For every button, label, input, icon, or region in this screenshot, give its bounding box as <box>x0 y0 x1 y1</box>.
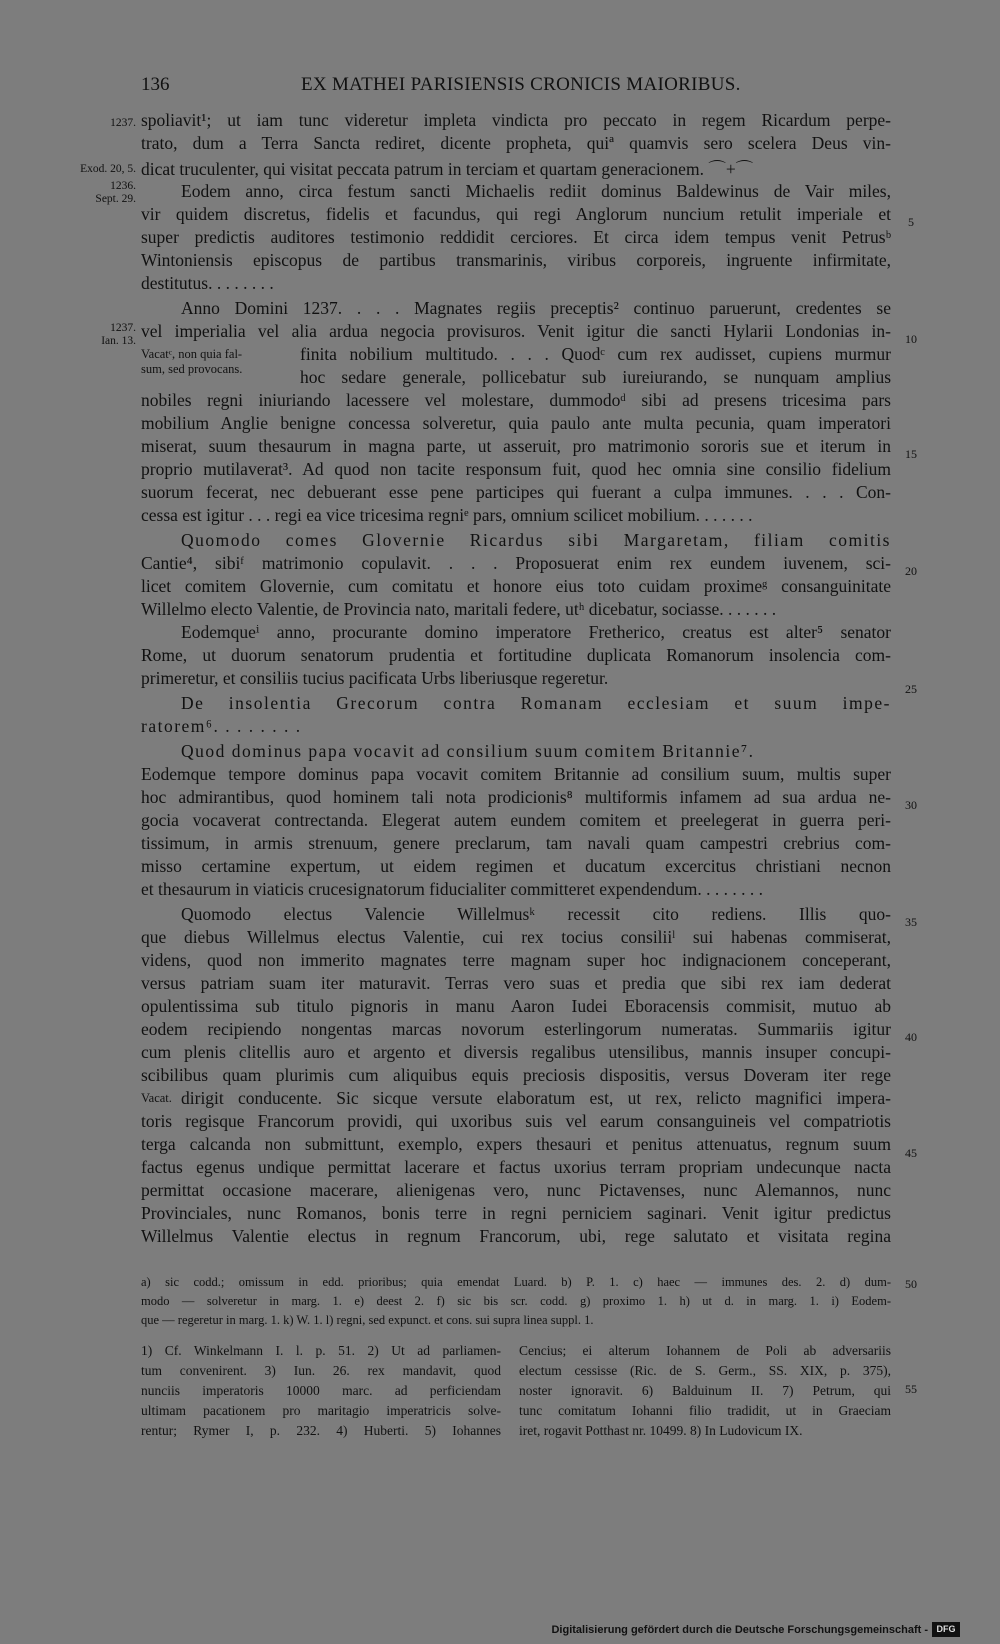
footnote-line: noster ignoravit. 6) Balduinum II. 7) Petrum, qui <box>519 1383 891 1398</box>
margin-year-note: 1237. <box>110 322 136 334</box>
footnote-line: tunc comitatum Iohanni filio tradidit, ut in Graeciam <box>519 1403 891 1418</box>
line-number: 15 <box>905 447 917 461</box>
footnote-line: nunciis imperatoris 10000 marc. ad perficiendam <box>141 1383 501 1398</box>
margin-date-note: Sept. 29. <box>95 193 136 205</box>
text-line: super predictis auditores testimonio reddidit cerciores. Et circa idem tempus venit Petrusᵇ <box>141 227 891 247</box>
section-heading: ratorem⁶. . . . . . . . <box>141 716 302 736</box>
text-line: trato, dum a Terra Sancta rediret, dicente propheta, quiª quamvis sero scelera Deus vin- <box>141 133 891 153</box>
margin-year-note: 1236. <box>110 180 136 192</box>
text-line: Anno Domini 1237. . . . Magnates regiis preceptis² continuo paruerunt, credentes se <box>181 298 891 318</box>
text-line: gocia vocaverat contrectanda. Elegerat autem eundem comitem et preelegerat in guerra peri- <box>141 810 891 830</box>
line-number: 20 <box>905 564 917 578</box>
text-line: miserat, suum thesaurum in magna parte, ut asseruit, pro matrimonio sororis sue et iterum in <box>141 436 891 456</box>
text-line: versus patriam suam iter maturavit. Terras vero suas et predia que sibi rex iam dederat <box>141 973 891 993</box>
text-line: terga calcanda non submittunt, exemplo, expers thesauri et penitus attenuatus, regnum suum <box>141 1134 891 1154</box>
text-line: dirigit conducente. Sic sicque versute elaboratum est, ut rex, relicto magnifici impera- <box>181 1088 891 1108</box>
page-header <box>141 74 911 100</box>
dfg-logo: DFG <box>932 1622 960 1637</box>
margin-vacat-note: Vacat. <box>141 1091 172 1105</box>
text-line: spoliavit¹; ut iam tunc videretur impleta vindicta pro peccato in regem Ricardum perpe- <box>141 110 891 130</box>
text-line: toris regisque Francorum providi, qui uxoribus suis vel earum consanguineis vel compatriotis <box>141 1111 891 1131</box>
text-line: videns, quod non immerito magnates terre magnam super hoc indignacionem conceperant, <box>141 950 891 970</box>
text-line: factus egenus undique permittat lacerare et factus uxorius terram propriam undecunque nacta <box>141 1157 891 1177</box>
text-line: licet comitem Glovernie, cum comitatu et honore eius toto cuidam proximeᵍ consanguinitate <box>141 576 891 596</box>
text-line: Rome, ut duorum senatorum prudentia et fortitudine duplicata Romanorum insolencia com- <box>141 645 891 665</box>
margin-vacat-note: Vacatᶜ, non quia fal- <box>141 347 243 361</box>
apparatus-line: que — regeretur in marg. 1. k) W. 1. l) regni, sed expunct. et cons. sui supra linea suppl. 1. <box>141 1313 594 1327</box>
page-number: 136 <box>141 74 170 95</box>
line-number: 50 <box>905 1277 917 1291</box>
text-line: Eodemque tempore dominus papa vocavit comitem Britannie ad consilium suum, multis super <box>141 764 891 784</box>
text-line: vir quidem discretus, fidelis et facundus, qui regi Anglorum nuncium retulit imperiale et <box>141 204 891 224</box>
footnote-line: electum cessisse (Ric. de S. Germ., SS. XIX, p. 375), <box>519 1363 891 1378</box>
line-number: 25 <box>905 682 917 696</box>
text-line: tissimum, in armis strenuum, genere preclarum, tam navali quam campestri crebrius com- <box>141 833 891 853</box>
text-line: mobilium Anglie benigne concessa solveretur, quia paulo ante multa pecunia, quam imperatori <box>141 413 891 433</box>
line-number: 30 <box>905 798 917 812</box>
text-line: vel imperialia vel alia ardua negocia provisuros. Venit igitur die sancti Hylarii Londonias in- <box>141 321 891 341</box>
text-line: Willelmus Valentie electus in regnum Francorum, ubi, rege salutato et visitata regina <box>141 1226 891 1246</box>
line-number: 35 <box>905 915 917 929</box>
margin-vacat-note: sum, sed provocans. <box>141 362 243 376</box>
footnote-line: 1) Cf. Winkelmann I. l. p. 51. 2) Ut ad parliamen- <box>141 1343 501 1358</box>
footnote-line: tum convenirent. 3) Iun. 26. rex mandavit, quod <box>141 1363 501 1378</box>
text-line: Provinciales, nunc Romanos, bonis terre in regni perniciem saginari. Venit igitur predictus <box>141 1203 891 1223</box>
text-line: opulentissima sub titulo pignoris in manu Aaron Iudei Eboracensis commisit, mutuo ab <box>141 996 891 1016</box>
text-line: hoc sedare generale, pollicebatur sub iureiurando, se nunquam amplius <box>300 367 891 387</box>
text-line: cum plenis clitellis auro et argento et diversis regalibus utensilibus, mannis insuper concupi- <box>141 1042 891 1062</box>
line-number: 5 <box>908 215 914 229</box>
footnote-line: Cencius; ei alterum Iohannem de Poli ab adversariis <box>519 1343 891 1358</box>
text-line: Cantie⁴, sibiᶠ matrimonio copulavit. . . . Proposuerat enim rex eundem iuvenem, sci- <box>141 553 891 573</box>
text-line: dicat truculenter, qui visitat peccata patrum in terciam et quartam generacionem. ⌒+⌒ <box>141 159 754 179</box>
footnote-line: ultimam pacationem pro maritagio imperatricis solve- <box>141 1403 501 1418</box>
text-line: nobiles regni iniuriando lacessere vel molestare, dummodoᵈ sibi ad presens tricesima pars <box>141 390 891 410</box>
line-number: 55 <box>905 1382 917 1396</box>
text-line: misso certamine expertum, ut eidem regimen et ducatum excercitus christiani necnon <box>141 856 891 876</box>
section-heading: Quomodo electus Valencie Willelmusᵏ recessit cito rediens. Illis quo- <box>181 904 891 924</box>
section-heading: De insolentia Grecorum contra Romanam ecclesiam et suum impe- <box>181 693 891 713</box>
apparatus-line: a) sic codd.; omissum in edd. prioribus; quia emendat Luard. b) P. 1. c) haec — immunes des. 2. d) dum- <box>141 1275 891 1289</box>
text-line: cessa est igitur . . . regi ea vice tricesima regniᵉ pars, omnium scilicet mobilium. . . . . . . <box>141 505 753 525</box>
text-line: Willelmo electo Valentie, de Provincia nato, maritali federe, utʰ dicebatur, sociasse. . . . . . . <box>141 599 777 619</box>
apparatus-line: modo — solveretur in marg. 1. e) deest 2. f) sic bis scr. codd. g) proximo 1. h) ut d. in marg. 1. i) Eodem- <box>141 1294 891 1308</box>
text-line: Wintoniensis episcopus de partibus transmarinis, viribus corporeis, ingruente infirmitate, <box>141 250 891 270</box>
margin-bible-reference: Exod. 20, 5. <box>80 163 136 175</box>
text-line: finita nobilium multitudo. . . . Quodᶜ cum rex audisset, cupiens murmur <box>300 344 891 364</box>
footnote-line: iret, rogavit Potthast nr. 10499. 8) In Ludovicum IX. <box>519 1423 803 1438</box>
text-line: scibilibus quam plurimis cum aliquibus equis preciosis dispositis, versus Doveram iter rege <box>141 1065 891 1085</box>
section-heading: Quomodo comes Glovernie Ricardus sibi Margaretam, filiam comitis <box>181 530 891 550</box>
text-line: hoc admirantibus, quod hominem tali nota prodicionis⁸ multiformis infamem ad sua ardua ne- <box>141 787 891 807</box>
text-line: Eodemqueⁱ anno, procurante domino imperatore Fretherico, creatus est alter⁵ senator <box>181 622 891 642</box>
section-heading: Quod dominus papa vocavit ad consilium suum comitem Britannie⁷. <box>181 741 755 761</box>
line-number: 40 <box>905 1030 917 1044</box>
text-line: eodem recipiendo nongentas marcas novorum esterlingorum numeratas. Summariis igitur <box>141 1019 891 1039</box>
margin-year-note: 1237. <box>110 117 136 129</box>
text-line: Eodem anno, circa festum sancti Michaelis rediit dominus Baldewinus de Vair miles, <box>181 181 891 201</box>
text-line: et thesaurum in viaticis crucesignatorum fiducialiter committeret expendendum. . . . . . . . <box>141 879 764 899</box>
margin-date-note: Ian. 13. <box>101 335 136 347</box>
line-number: 45 <box>905 1146 917 1160</box>
text-line: destitutus. . . . . . . . <box>141 273 274 293</box>
text-line: suorum fecerat, nec debuerant esse pene participes qui fuerant a culpa immunes. . . . Con- <box>141 482 891 502</box>
text-line: que diebus Willelmus electus Valentie, cui rex tocius consiliiˡ sui habenas commiserat, <box>141 927 891 947</box>
text-line: permittat occasione macerare, alienigenas vero, nunc Pictavenses, nunc Alemannos, nunc <box>141 1180 891 1200</box>
text-line: primeretur, et consiliis tucius pacificata Urbs liberiusque regeretur. <box>141 668 609 688</box>
running-title: EX MATHEI PARISIENSIS CRONICIS MAIORIBUS. <box>301 74 741 95</box>
footer-credit: Digitalisierung gefördert durch die Deutsche Forschungsgemeinschaft - <box>551 1624 928 1636</box>
line-number: 10 <box>905 332 917 346</box>
text-line: proprio mutilaverat³. Ad quod non tacite responsum fuit, quod hec omnia sine consilio fidelium <box>141 459 891 479</box>
footnote-line: rentur; Rymer I, p. 232. 4) Huberti. 5) Iohannes <box>141 1423 501 1438</box>
